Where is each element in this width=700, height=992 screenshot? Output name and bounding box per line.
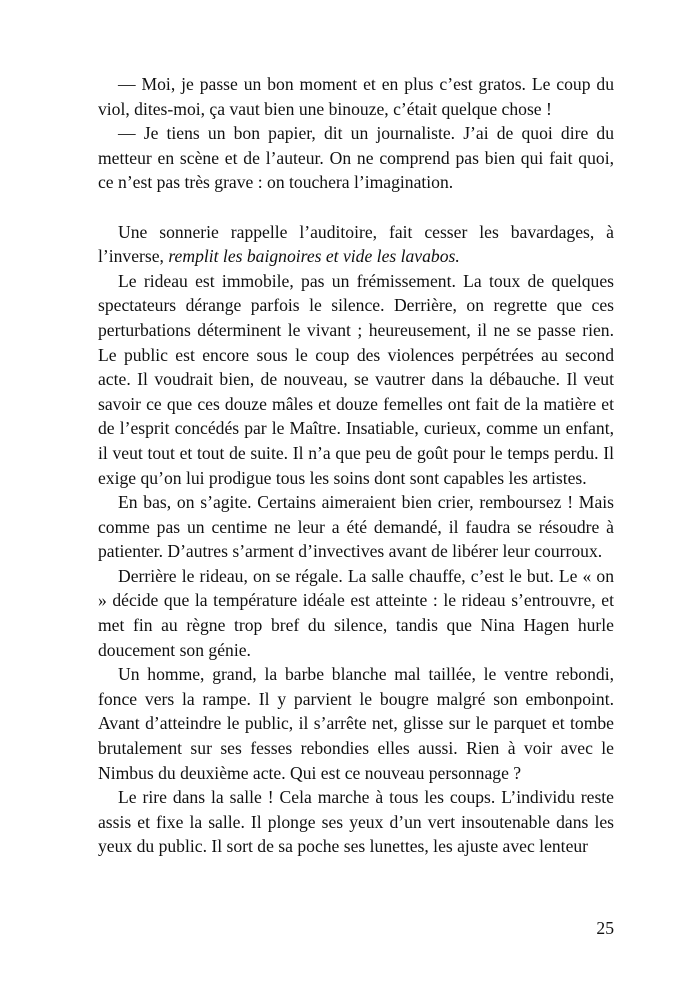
- paragraph-7: Un homme, grand, la barbe blanche mal taillée, le ventre rebondi, fonce vers la rampe. Il y parvient le bougre malgré son embonpoint. Avant d’atteindre le public, il s’arrête net, glisse sur le parquet et tombe brutalement sur ses fesses rebondies elles aussi. Rien à voir avec le Nimbus du deuxième acte. Qui est ce nouveau personnage ?: [98, 664, 614, 783]
- paragraph-4: Le rideau est immobile, pas un frémissement. La toux de quelques spectateurs dérange parfois le silence. Derrière, on regrette que ces perturbations déterminent le vivant ; heureusement, il ne se passe rien. Le public est encore sous le coup des violences perpétrées au second acte. Il voudrait bien, de nouveau, se vautrer dans la débauche. Il veut savoir ce que ces douze mâles et douze femelles ont fait de la matière et de l’esprit concédés par le Maître. Insatiable, curieux, comme un enfant, il veut tout et tout de suite. Il n’a que peu de goût pour le temps perdu. Il exige qu’on lui prodigue tous les soins dont sont capables les artistes.: [98, 270, 614, 488]
- paragraph-6: Derrière le rideau, on se régale. La salle chauffe, c’est le but. Le « on » décide que la température idéale est atteinte : le rideau s’entrouvre, et met fin au règne trop bref du silence, tandis que Nina Hagen hurle doucement son génie.: [98, 565, 614, 660]
- page-body: [98, 72, 614, 859]
- paragraph-1: — Moi, je passe un bon moment et en plus c’est gratos. Le coup du viol, dites-moi, ça vaut bien une binouze, c’était quelque chose !: [98, 74, 614, 119]
- page-number: 25: [596, 918, 614, 938]
- paragraph-3-text: Une sonnerie rappelle l’auditoire, fait cesser les bavardages, à l’inverse,: [98, 221, 614, 267]
- paragraph-2: — Je tiens un bon papier, dit un journaliste. J’ai de quoi dire du metteur en scène et de l’auteur. On ne comprend pas bien qui fait quoi, ce n’est pas très grave : on touchera l’imagination.: [98, 123, 614, 193]
- paragraph-3-italic: remplit les baignoires et vide les lavabos.: [168, 246, 460, 267]
- paragraph-8: Le rire dans la salle ! Cela marche à tous les coups. L’individu reste assis et fixe la salle. Il plonge ses yeux d’un vert insoutenable dans les yeux du public. Il sort de sa poche ses lunettes, les ajuste avec lenteur: [98, 787, 614, 857]
- paragraph-3: [98, 220, 614, 269]
- paragraph-5: En bas, on s’agite. Certains aimeraient bien crier, remboursez ! Mais comme pas un centime ne leur a été demandé, il faudra se résoudre à patienter. D’autres s’arment d’invectives avant de libérer leur courroux.: [98, 492, 614, 562]
